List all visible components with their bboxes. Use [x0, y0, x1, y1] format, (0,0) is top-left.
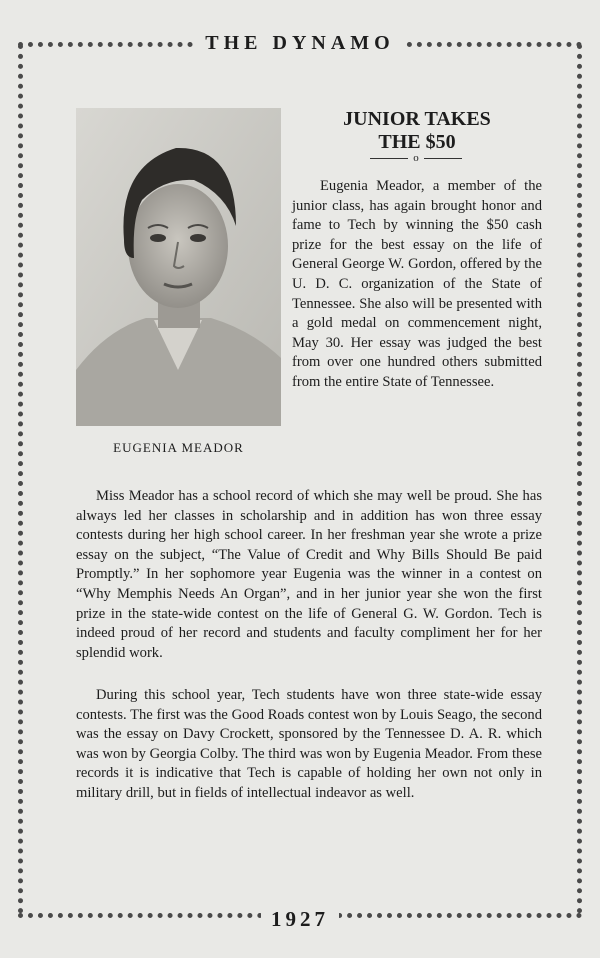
header-title: THE DYNAMO [195, 32, 404, 54]
footer-year: 1927 [261, 907, 339, 931]
footer [0, 907, 600, 932]
portrait-photo [76, 108, 281, 426]
headline-line-1: JUNIOR TAKES [343, 108, 491, 130]
photo-caption: EUGENIA MEADOR [113, 440, 244, 455]
headline-divider: o [370, 151, 462, 165]
running-header [0, 32, 600, 55]
article-paragraph-1: Eugenia Meador, a member of the junior class, has again brought honor and fame to Tech by winning the $50 cash prize for the best essay on the life of General George W. Gordon, offered by the U. D. C. organization of the State of Tennessee. She also will be presented with a gold medal on commencement night, May 30. Her essay was judged the best from over one hundred others submitted from the entire State of Tennessee. [292, 178, 542, 390]
headline-line-2: THE $50 [378, 131, 456, 153]
article-headline [292, 108, 542, 154]
article-paragraph-3: During this school year, Tech students have won three state-wide essay contests. The first was the Good Roads contest won by Louis Seago, the second was the essay on Davy Crockett, sponsored by the Tennessee D. A. R. which was won by Georgia Colby. The third was won by Eugenia Meador. From these records it is indicative that Tech is capable of holding her own not only in military drill, but in fields of intellectual indeavor as well. [76, 687, 542, 801]
article-paragraph-2: Miss Meador has a school record of which she may well be proud. She has always led her classes in scholarship and in addition has won three essay contests during her high school career. In her freshman year she wrote a prize essay on the subject, “The Value of Credit and Why Bills Should Be paid Promptly.” In her sophomore year Eugenia was the winner in a contest on “Why Memphis Needs An Organ”, and in her junior year she won the first prize in the state-wide contest on the life of General G. W. Gordon. Tech is indeed proud of her record and students and faculty compliment her for her splendid work. [76, 488, 542, 661]
